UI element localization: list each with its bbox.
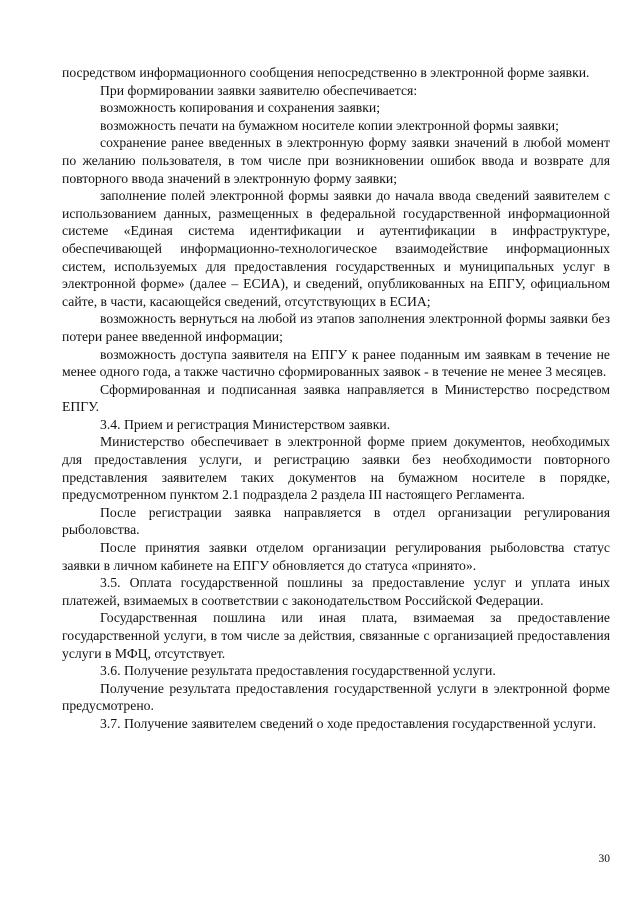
paragraph-ministry-reception: Министерство обеспечивает в электронной форме прием документов, необходимых для предоставления услуги, и регистрацию заявки без необходимости повторного представления заявителем таких документов на бумажном носителе в порядке, предусмотренном пунктом 2.1 подраздела 2 раздела III настоящего Регламента.	[62, 434, 610, 503]
paragraph-status-update: После принятия заявки отделом организации регулирования рыболовства статус заявки в личном кабинете на ЕПГУ обновляется до статуса «принято».	[62, 540, 610, 573]
paragraph-copy-save: возможность копирования и сохранения заявки;	[100, 100, 381, 116]
section-heading-3-4: 3.4. Прием и регистрация Министерством заявки.	[100, 416, 391, 432]
paragraph-application-provides: При формировании заявки заявителю обеспечивается:	[100, 82, 418, 98]
paragraph-access-applications: возможность доступа заявителя на ЕПГУ к ранее поданным им заявкам в течение не менее одного года, а также частично сформированных заявок - в течение не менее 3 месяцев.	[62, 346, 610, 380]
paragraph-application-sent: Сформированная и подписанная заявка направляется в Министерство посредством ЕПГУ.	[62, 381, 610, 415]
paragraph-result-electronic: Получение результата предоставления государственной услуги в электронной форме предусмотрено.	[62, 680, 610, 714]
paragraph-return-to-stages: возможность вернуться на любой из этапов заполнения электронной формы заявки без потери ранее введенной информации;	[62, 311, 610, 344]
paragraph-continuation: посредством информационного сообщения непосредственно в электронной форме заявки.	[62, 65, 590, 80]
section-heading-3-6: 3.6. Получение результата предоставления государственной услуги.	[100, 663, 496, 679]
paragraph-state-fee: Государственная пошлина или иная плата, взимаемая за предоставление государственной услуги, в том числе за действия, связанные с организацией предоставления услуги в МФЦ, отсутствует.	[62, 610, 610, 661]
page-number: 30	[598, 853, 610, 865]
paragraph-save-values: сохранение ранее введенных в электронную форму заявки значений в любой момент по желанию пользователя, в том числе при возникновении ошибок ввода и возврате для повторного ввода значений в электронную форму заявки;	[62, 135, 610, 186]
document-body	[62, 64, 610, 733]
section-heading-3-7: 3.7. Получение заявителем сведений о ходе предоставления государственной услуги.	[100, 715, 597, 731]
paragraph-fill-fields-esia: заполнение полей электронной формы заявки до начала ввода сведений заявителем с использованием данных, размещенных в федеральной государственной информационной системе «Единая система идентификации и аутентификации в инфраструктуре, обеспечивающей информационно-технологическое взаимодействие информационных систем, используемых для предоставления государственных и муниципальных услуг в электронной форме» (далее – ЕСИА), и сведений, опубликованных на ЕПГУ, официальном сайте, в части, касающейся сведений, отсутствующих в ЕСИА;	[62, 188, 610, 309]
paragraph-print: возможность печати на бумажном носителе копии электронной формы заявки;	[100, 117, 559, 133]
paragraph-after-registration: После регистрации заявка направляется в отдел организации регулирования рыболовства.	[62, 504, 610, 538]
section-heading-3-5: 3.5. Оплата государственной пошлины за предоставление услуг и уплата иных платежей, взимаемых в соответствии с законодательством Российской Федерации.	[62, 575, 610, 608]
